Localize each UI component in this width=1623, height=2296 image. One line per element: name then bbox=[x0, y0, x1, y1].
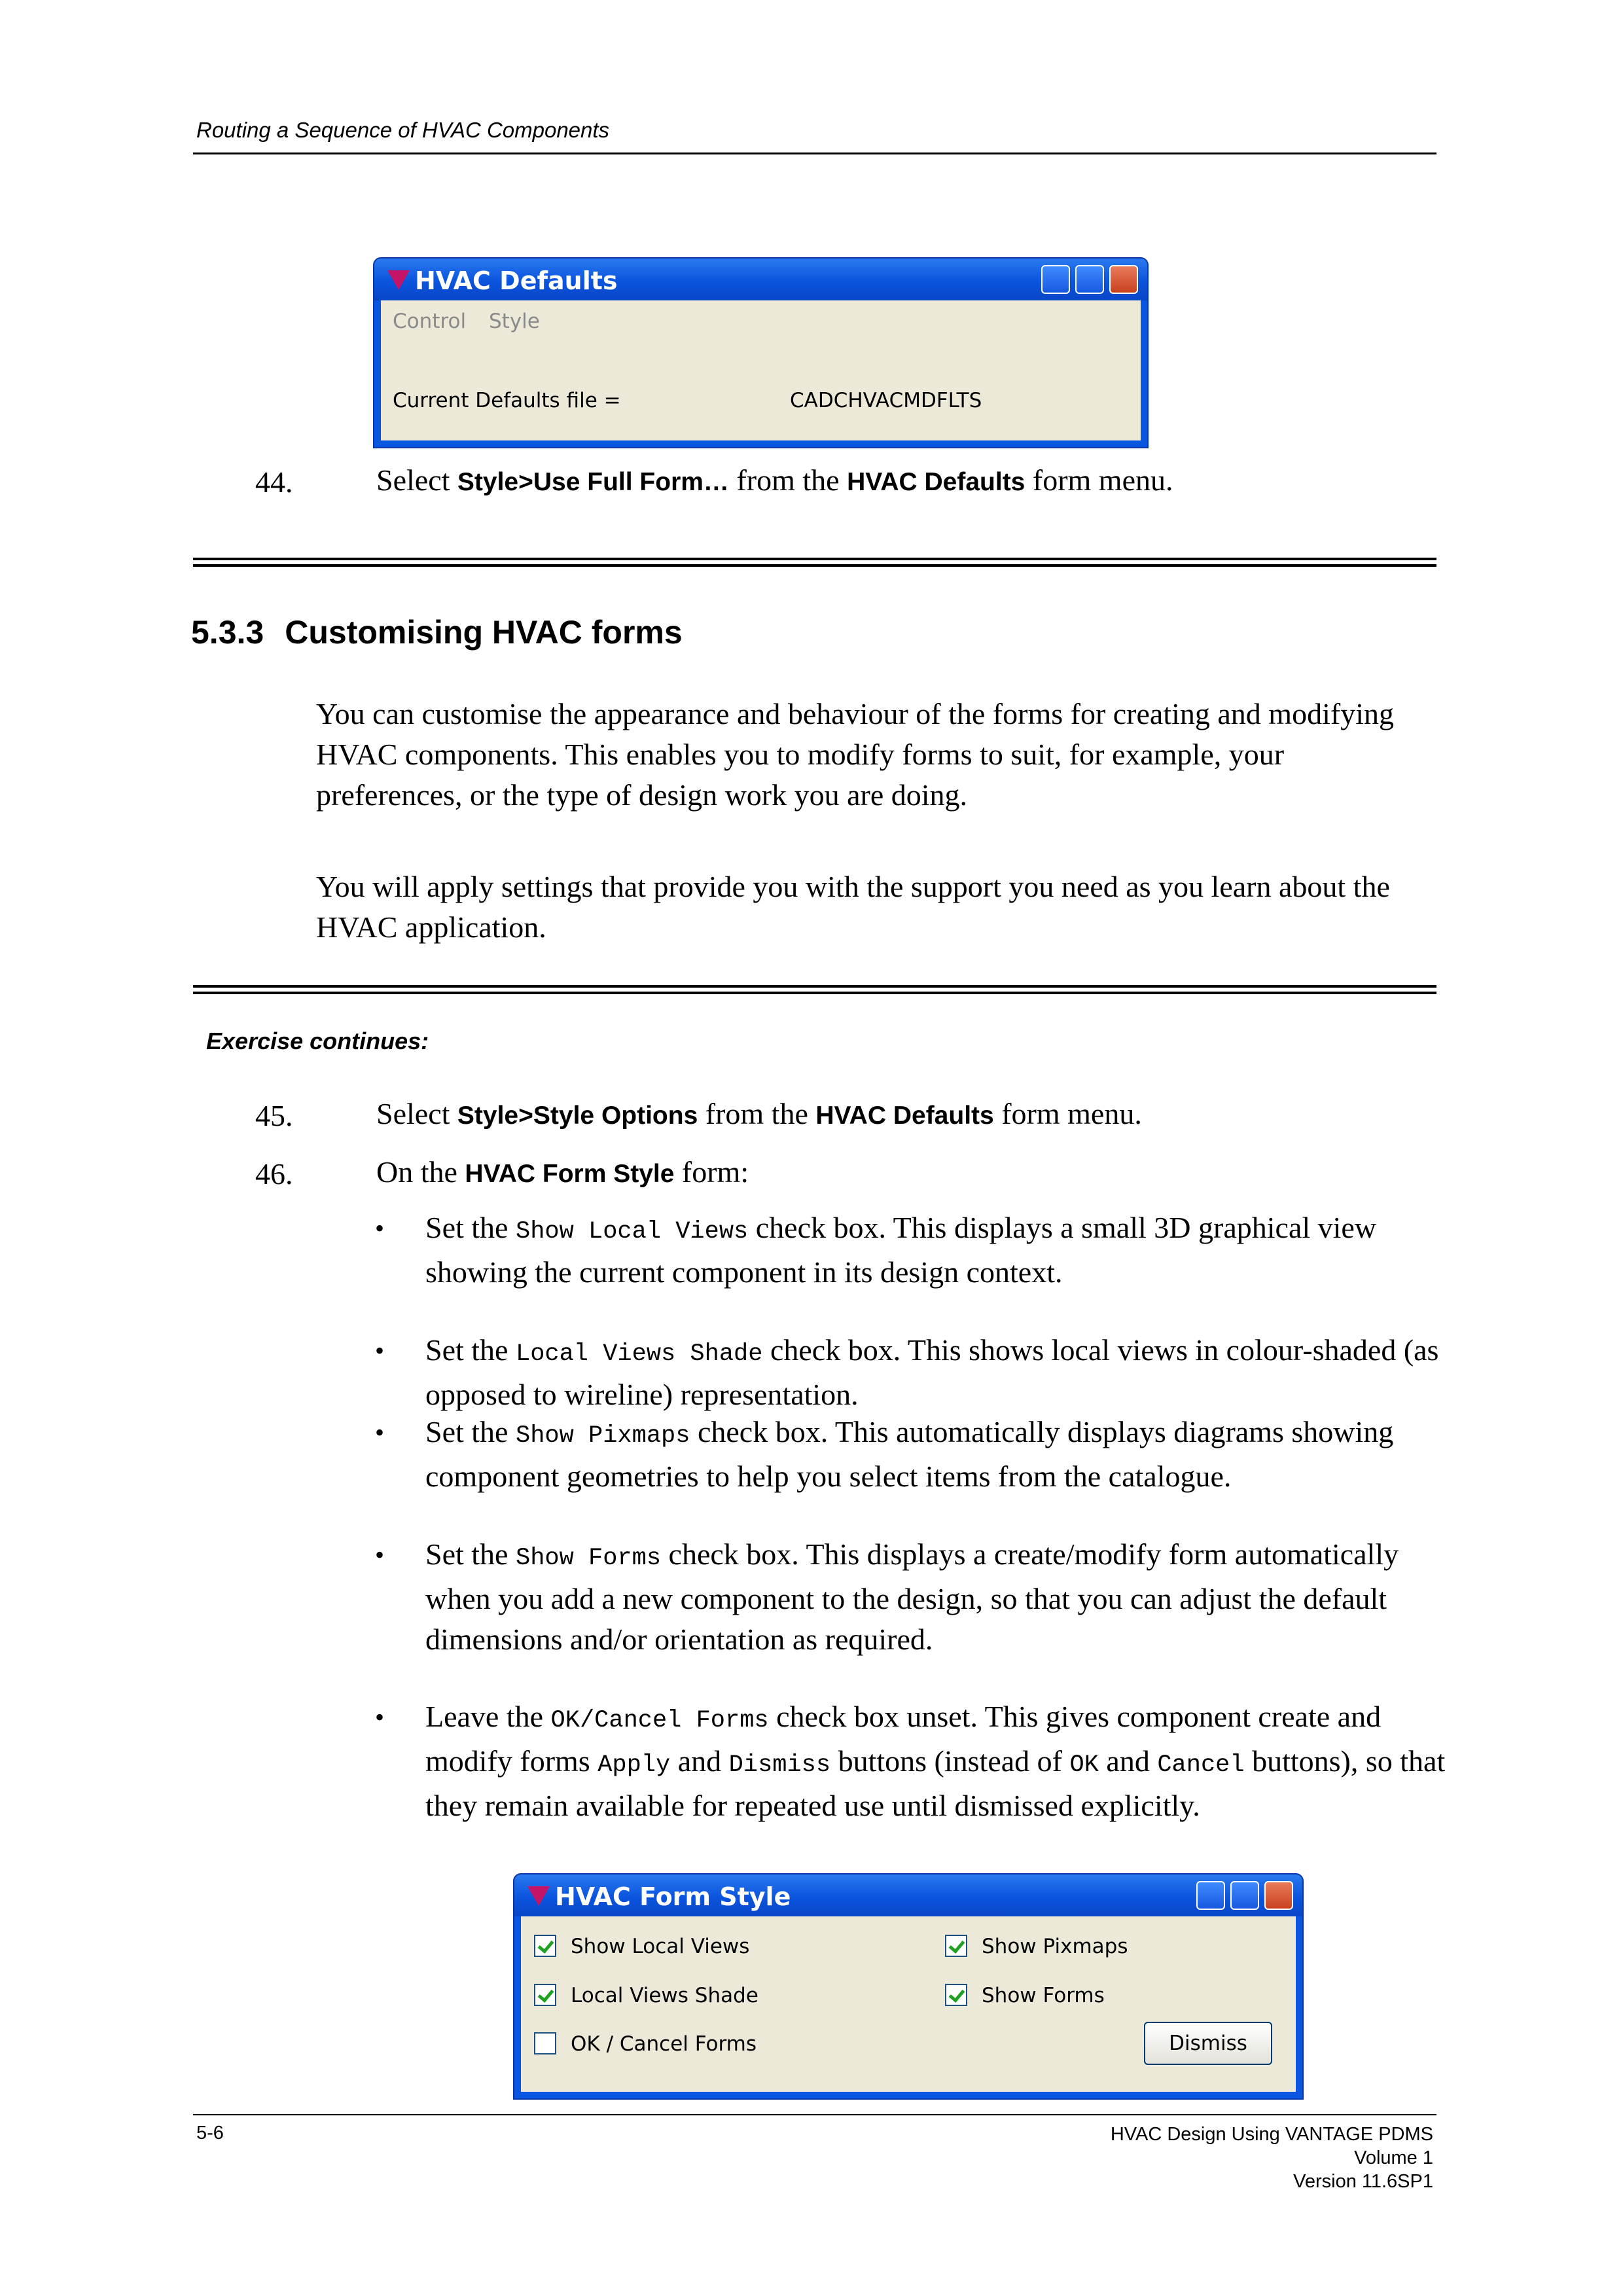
bullet-icon: • bbox=[375, 1336, 385, 1365]
title-bar[interactable] bbox=[514, 1874, 1302, 1916]
double-rule bbox=[193, 558, 1436, 567]
step-44-number: 44. bbox=[255, 465, 293, 499]
bullet-item: Set the Local Views Shade check box. This shows local views in colour-shaded (as opposed to wireline) representation. bbox=[425, 1333, 1439, 1411]
footer-title: HVAC Design Using VANTAGE PDMS bbox=[1110, 2124, 1433, 2145]
maximize-button[interactable] bbox=[1075, 265, 1104, 294]
header-rule bbox=[193, 152, 1436, 154]
bullet-item: Leave the OK/Cancel Forms check box unset. This gives component create and modify forms Apply and Dismiss buttons (instead of OK and Cancel buttons), so that they remain available for repeated use until dismissed explicitly. bbox=[425, 1700, 1446, 1822]
local-views-shade-label: Local Views Shade bbox=[571, 1984, 758, 2007]
dismiss-button[interactable]: Dismiss bbox=[1144, 2022, 1272, 2065]
menu-triangle-icon[interactable] bbox=[387, 270, 410, 290]
minimize-button[interactable] bbox=[1196, 1881, 1225, 1910]
bullet-item: Set the Show Forms check box. This displays a create/modify form automatically when you add a new component to the design, so that you can adjust the default dimensions and/or orientation as required. bbox=[425, 1537, 1399, 1656]
footer-volume: Volume 1 bbox=[1354, 2147, 1433, 2168]
show-pixmaps-checkbox[interactable] bbox=[945, 1935, 967, 1957]
bullet-icon: • bbox=[375, 1213, 385, 1243]
minimize-button[interactable] bbox=[1041, 265, 1070, 294]
paragraph-1: You can customise the appearance and behaviour of the forms for creating and modifying HVAC components. This enables you to modify forms to suit, for example, your preferences, or the type of design work you are doing. bbox=[316, 697, 1394, 812]
ok-cancel-forms-label: OK / Cancel Forms bbox=[571, 2032, 757, 2056]
bullet-item: Set the Show Local Views check box. This displays a small 3D graphical view showing the current component in its design context. bbox=[425, 1211, 1377, 1289]
local-views-shade-checkbox[interactable] bbox=[534, 1984, 556, 2006]
defaults-file-label: Current Defaults file = bbox=[393, 389, 621, 412]
menu-style[interactable]: Style bbox=[489, 310, 540, 333]
title-bar[interactable] bbox=[374, 259, 1147, 300]
window-title: HVAC Form Style bbox=[555, 1882, 791, 1911]
bullet-item: Set the Show Pixmaps check box. This automatically displays diagrams showing component geometries to help you select items from the catalogue. bbox=[425, 1415, 1394, 1493]
defaults-file-value: CADCHVACMDFLTS bbox=[790, 389, 982, 412]
running-header: Routing a Sequence of HVAC Components bbox=[196, 118, 610, 142]
step-45-number: 45. bbox=[255, 1099, 293, 1132]
section-heading bbox=[191, 613, 683, 651]
maximize-button[interactable] bbox=[1230, 1881, 1259, 1910]
menu-control[interactable]: Control bbox=[393, 310, 467, 333]
window-client bbox=[521, 1916, 1296, 2092]
double-rule-2 bbox=[193, 985, 1436, 994]
ok-cancel-forms-checkbox[interactable] bbox=[534, 2032, 556, 2054]
exercise-label: Exercise continues: bbox=[206, 1028, 429, 1054]
paragraph-2: You will apply settings that provide you with the support you need as you learn about the HVAC application. bbox=[316, 870, 1390, 944]
show-pixmaps-label: Show Pixmaps bbox=[982, 1935, 1128, 1958]
step-45-text: Select Style>Style Options from the HVAC Defaults form menu. bbox=[376, 1097, 1142, 1130]
close-button[interactable] bbox=[1264, 1881, 1293, 1910]
footer-version: Version 11.6SP1 bbox=[1293, 2171, 1433, 2192]
menu-triangle-icon[interactable] bbox=[527, 1886, 550, 1906]
section-title: Customising HVAC forms bbox=[285, 614, 683, 651]
bullet-icon: • bbox=[375, 1418, 385, 1447]
step-46-text: On the HVAC Form Style form: bbox=[376, 1155, 749, 1189]
show-local-views-label: Show Local Views bbox=[571, 1935, 750, 1958]
hvac-form-style-window bbox=[513, 1873, 1304, 2100]
step-46-number: 46. bbox=[255, 1157, 293, 1191]
bullet-icon: • bbox=[375, 1540, 385, 1570]
step-44-text: Select Style>Use Full Form… from the HVAC Defaults form menu. bbox=[376, 463, 1173, 497]
hvac-defaults-window bbox=[373, 257, 1149, 448]
bullet-icon: • bbox=[375, 1702, 385, 1732]
window-title: HVAC Defaults bbox=[415, 266, 618, 295]
close-button[interactable] bbox=[1109, 265, 1138, 294]
show-forms-label: Show Forms bbox=[982, 1984, 1105, 2007]
footer-rule bbox=[193, 2114, 1436, 2115]
section-number: 5.3.3 bbox=[191, 614, 264, 651]
window-client bbox=[381, 300, 1141, 440]
show-local-views-checkbox[interactable] bbox=[534, 1935, 556, 1957]
page-number: 5-6 bbox=[196, 2123, 224, 2144]
show-forms-checkbox[interactable] bbox=[945, 1984, 967, 2006]
footer-info bbox=[1111, 2123, 1433, 2193]
